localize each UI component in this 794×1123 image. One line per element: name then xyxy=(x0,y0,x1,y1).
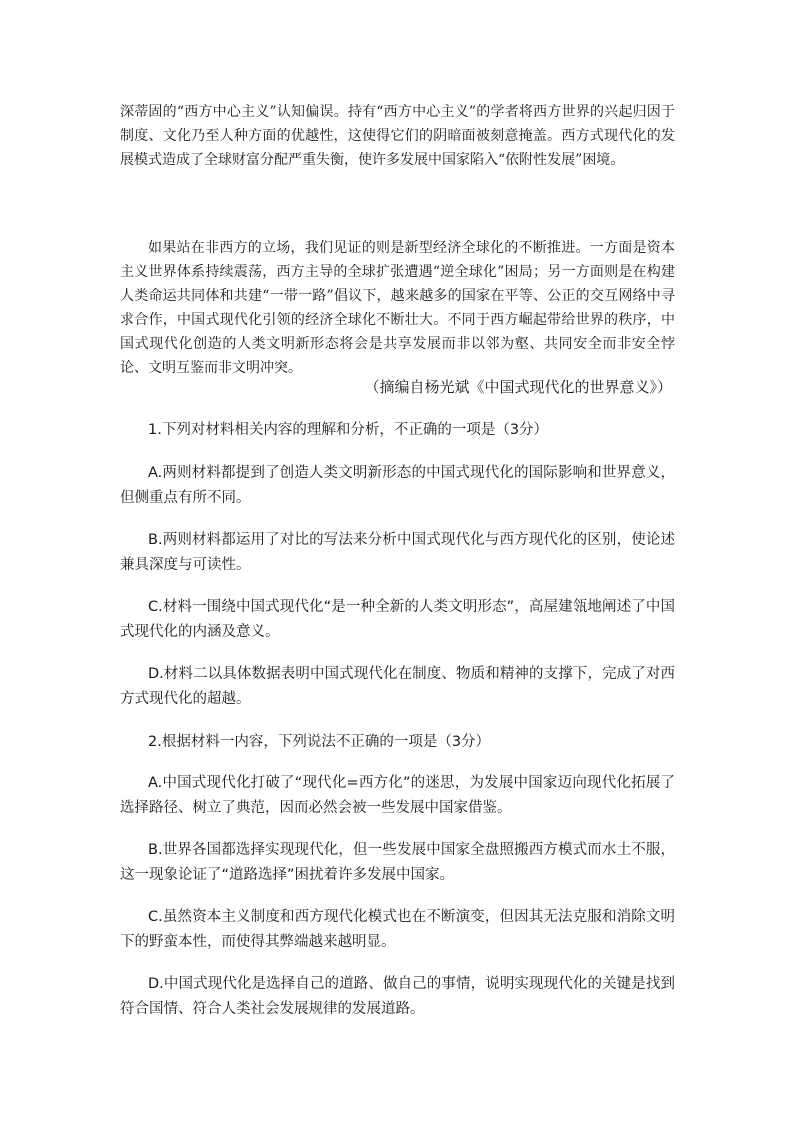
material-paragraph-continued: 深蒂固的“西方中心主义”认知偏误。持有“西方中心主义”的学者将西方世界的兴起归因于制度、文化乃至人种方面的优越性，这使得它们的阴暗面被刻意掩盖。西方式现代化的发展模式造成了全球财富分配严重失衡，使许多发展中国家陷入“依附性发展”困境。 xyxy=(120,104,675,168)
question-2-stem: 2.根据材料一内容，下列说法不正确的一项是（3分） xyxy=(148,734,491,750)
question-1-option-d: D.材料二以具体数据表明中国式现代化在制度、物质和精神的支撑下，完成了对西方式现代化的超越。 xyxy=(120,666,675,707)
question-2-option-d: D.中国式现代化是选择自己的道路、做自己的事情，说明实现现代化的关键是找到符合国情、符合人类社会发展规律的发展道路。 xyxy=(120,976,675,1017)
question-1-stem: 1.下列对材料相关内容的理解和分析，不正确的一项是（3分） xyxy=(148,422,549,438)
material-paragraph: 如果站在非西方的立场，我们见证的则是新型经济全球化的不断推进。一方面是资本主义世界体系持续震荡，西方主导的全球扩张遭遇“逆全球化”困局；另一方面则是在构建人类命运共同体和共建“一带一路”倡议下，越来越多的国家在平等、公正的交互网络中寻求合作，中国式现代化引领的经济全球化不断壮大。不同于西方崛起带给世界的秩序，中国式现代化创造的人类文明新形态将会是共享发展而非以邻为壑、共同安全而非安全悖论、文明互鉴而非文明冲突。 xyxy=(120,240,675,376)
question-2-option-a: A.中国式现代化打破了“现代化=西方化”的迷思，为发展中国家迈向现代化拓展了选择路径、树立了典范，因而必然会被一些发展中国家借鉴。 xyxy=(120,775,675,816)
question-2-option-b: B.世界各国都选择实现现代化，但一些发展中国家全盘照搬西方模式而水土不服，这一现象论证了“道路选择”困扰着许多发展中国家。 xyxy=(120,842,675,883)
question-1-option-c: C.材料一围绕中国式现代化“是一种全新的人类文明形态”，高屋建瓴地阐述了中国式现代化的内涵及意义。 xyxy=(120,599,675,640)
question-1-option-b: B.两则材料都运用了对比的写法来分析中国式现代化与西方现代化的区别，使论述兼具深度与可读性。 xyxy=(120,532,675,573)
question-1-option-a: A.两则材料都提到了创造人类文明新形态的中国式现代化的国际影响和世界意义，但侧重点有所不同。 xyxy=(120,465,675,506)
question-2-option-c: C.虽然资本主义制度和西方现代化模式也在不断演变，但因其无法克服和消除文明下的野蛮本性，而使得其弊端越来越明显。 xyxy=(120,909,675,950)
source-citation: （摘编自杨光斌《中国式现代化的世界意义》） xyxy=(364,378,672,396)
